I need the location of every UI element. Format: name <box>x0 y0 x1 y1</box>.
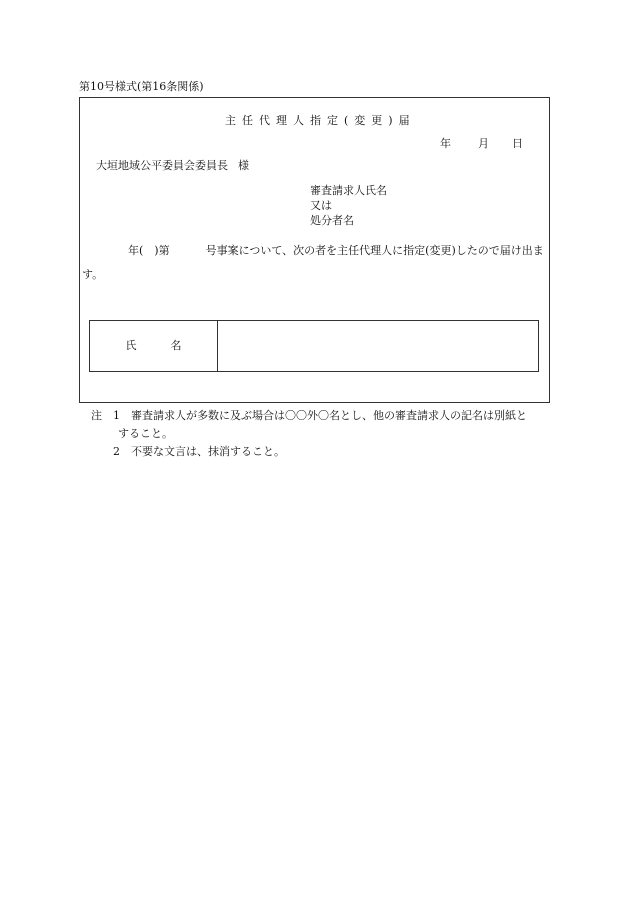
body-paragraph <box>82 239 550 287</box>
name-label: 氏名 <box>125 339 216 353</box>
body-text-part-2: 号事案について、次の者を主任代理人に指定(変更)したので届け出ます。 <box>82 244 544 281</box>
note-text: 審査請求人が多数に及ぶ場合は〇〇外〇名とし、他の審査請求人の記名は別紙と <box>131 409 527 422</box>
date-year-label: 年 <box>440 137 451 150</box>
addressee-honorific: 様 <box>238 159 249 172</box>
note-text-continued: すること。 <box>118 427 173 440</box>
note-item-2 <box>91 443 551 461</box>
form-title: 主任代理人指定(変更)届 <box>225 114 416 127</box>
applicant-line-1: 審査請求人氏名 <box>310 184 387 197</box>
form-reference: 第10号様式(第16条関係) <box>79 80 204 93</box>
notes <box>91 407 551 461</box>
notes-heading: 注 <box>91 409 102 422</box>
date-day-label: 日 <box>512 137 523 150</box>
note-text: 不要な文言は、抹消すること。 <box>131 445 285 458</box>
note-number: 1 <box>113 409 120 422</box>
date-month-label: 月 <box>478 137 489 150</box>
name-table <box>89 320 539 372</box>
note-item-1-continued <box>91 425 551 443</box>
name-value-cell <box>218 321 538 371</box>
name-label-cell <box>90 321 218 371</box>
applicant-line-3: 処分者名 <box>310 214 354 227</box>
note-item-1 <box>91 407 551 425</box>
applicant-block <box>310 183 387 228</box>
addressee-name: 大垣地域公平委員会委員長 <box>96 159 228 172</box>
note-number: 2 <box>113 445 120 458</box>
addressee <box>96 159 249 172</box>
applicant-line-2: 又は <box>310 199 332 212</box>
body-text-part-1: 年( )第 <box>128 244 170 257</box>
